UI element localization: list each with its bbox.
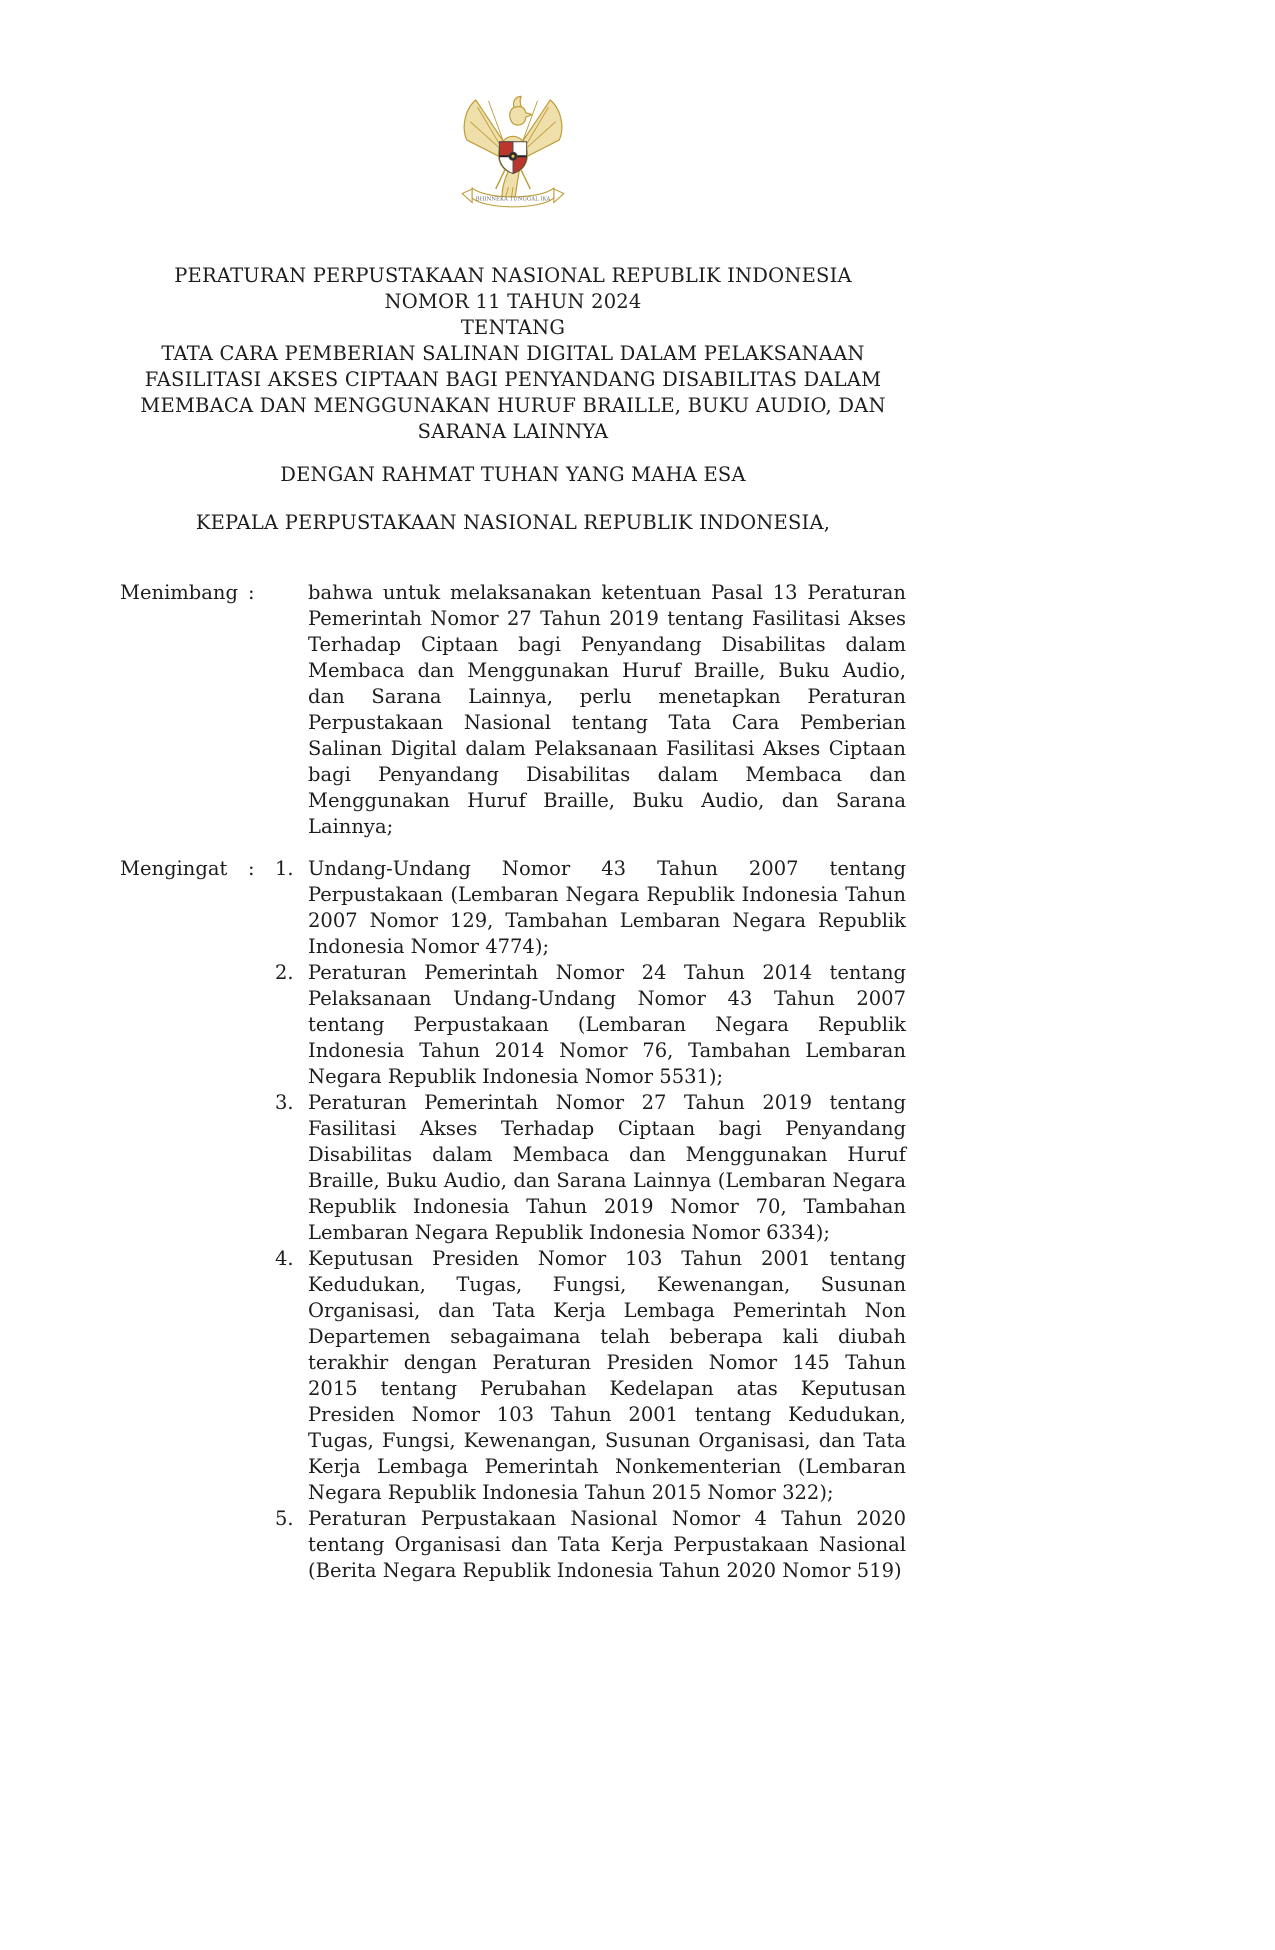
menimbang-label: Menimbang	[120, 581, 238, 604]
menimbang-paragraph: bahwa untuk melaksanakan ketentuan Pasal 13 Peraturan Pemerintah Nomor 27 Tahun 2019 tentang Fasilitasi Akses Terhadap Ciptaan bagi Penyandang Disabilitas dalam Membaca dan Menggunakan Huruf Braille, Buku Audio, dan Sarana Lainnya, perlu menetapkan Peraturan Perpustakaan Nasional tentang Tata Cara Pemberian Salinan Digital dalam Pelaksanaan Fasilitasi Akses Ciptaan bagi Penyandang Disabilitas dalam Membaca dan Menggunakan Huruf Braille, Buku Audio, dan Sarana Lainnya;	[308, 581, 906, 838]
title-line-1: PERATURAN PERPUSTAKAAN NASIONAL REPUBLIK INDONESIA	[174, 264, 852, 287]
document-content	[120, 0, 906, 1584]
list-item	[275, 856, 906, 960]
garuda-pancasila-emblem	[454, 85, 572, 213]
menimbang-label-column	[120, 580, 275, 840]
emblem-motto-text: BHINNEKA TUNGGAL IKA	[475, 196, 551, 203]
section-mengingat	[120, 856, 906, 1584]
list-item	[275, 1506, 906, 1584]
list-item-text: Peraturan Pemerintah Nomor 24 Tahun 2014 tentang Pelaksanaan Undang-Undang Nomor 43 Tahun 2007 tentang Perpustakaan (Lembaran Negara Republik Indonesia Tahun 2014 Nomor 76, Tambahan Lembaran Negara Republik Indonesia Nomor 5531);	[308, 961, 906, 1088]
document-title-block	[120, 263, 906, 445]
list-item-number: 4.	[275, 1247, 294, 1270]
section-menimbang	[120, 580, 906, 840]
menimbang-body	[275, 580, 906, 840]
list-item-text: Peraturan Perpustakaan Nasional Nomor 4 Tahun 2020 tentang Organisasi dan Tata Kerja Perpustakaan Nasional (Berita Negara Republik Indonesia Tahun 2020 Nomor 519)	[308, 1507, 906, 1582]
mengingat-label-column	[120, 856, 275, 1584]
title-line-3: TENTANG	[460, 316, 566, 339]
list-item-number: 3.	[275, 1091, 294, 1114]
menimbang-colon: :	[248, 581, 255, 604]
mengingat-colon: :	[248, 857, 255, 880]
list-item	[275, 1090, 906, 1246]
issuer-line: KEPALA PERPUSTAKAAN NASIONAL REPUBLIK INDONESIA,	[195, 511, 831, 534]
garuda-pancasila-icon	[454, 85, 572, 213]
list-item	[275, 1246, 906, 1506]
list-item-number: 1.	[275, 857, 294, 880]
mengingat-label: Mengingat	[120, 857, 228, 880]
list-item-text: Keputusan Presiden Nomor 103 Tahun 2001 tentang Kedudukan, Tugas, Fungsi, Kewenangan, Susunan Organisasi, dan Tata Kerja Lembaga Pemerintah Non Departemen sebagaimana telah beberapa kali diubah terakhir dengan Peraturan Presiden Nomor 145 Tahun 2015 tentang Perubahan Kedelapan atas Keputusan Presiden Nomor 103 Tahun 2001 tentang Kedudukan, Tugas, Fungsi, Kewenangan, Susunan Organisasi, dan Tata Kerja Lembaga Pemerintah Nonkementerian (Lembaran Negara Republik Indonesia Tahun 2015 Nomor 322);	[308, 1247, 906, 1504]
mengingat-body	[275, 856, 906, 1584]
list-item-number: 2.	[275, 961, 294, 984]
list-item-text: Peraturan Pemerintah Nomor 27 Tahun 2019 tentang Fasilitasi Akses Terhadap Ciptaan bagi Penyandang Disabilitas dalam Membaca dan Menggunakan Huruf Braille, Buku Audio, dan Sarana Lainnya (Lembaran Negara Republik Indonesia Tahun 2019 Nomor 70, Tambahan Lembaran Negara Republik Indonesia Nomor 6334);	[308, 1091, 906, 1244]
invocation-line: DENGAN RAHMAT TUHAN YANG MAHA ESA	[280, 463, 746, 486]
mengingat-list	[275, 856, 906, 1584]
title-subject: TATA CARA PEMBERIAN SALINAN DIGITAL DALAM PELAKSANAAN FASILITASI AKSES CIPTAAN BAGI PENYANDANG DISABILITAS DALAM MEMBACA DAN MENGGUNAKAN HURUF BRAILLE, BUKU AUDIO, DAN SARANA LAINNYA	[140, 342, 886, 443]
title-line-2: NOMOR 11 TAHUN 2024	[384, 290, 642, 313]
list-item	[275, 960, 906, 1090]
list-item-number: 5.	[275, 1507, 294, 1530]
list-item-text: Undang-Undang Nomor 43 Tahun 2007 tentang Perpustakaan (Lembaran Negara Republik Indonesia Tahun 2007 Nomor 129, Tambahan Lembaran Negara Republik Indonesia Nomor 4774);	[308, 857, 906, 958]
